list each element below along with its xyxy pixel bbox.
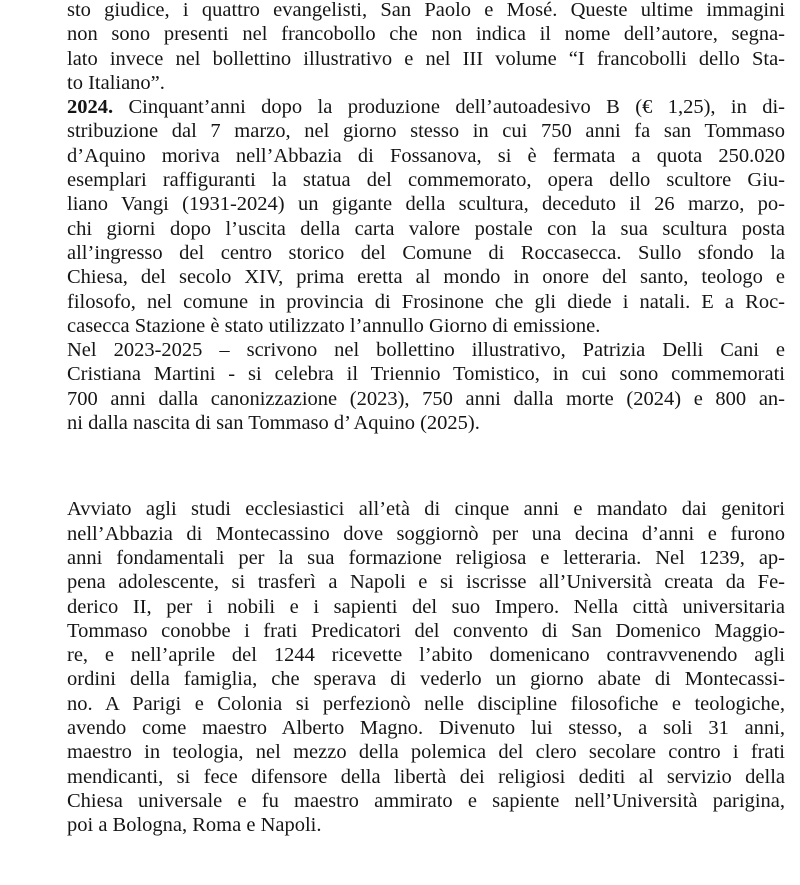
text-line: Chiesa, del secolo XIV, prima eretta al mondo in onore del santo, teologo e [67,266,785,289]
text-line: filosofo, nel comune in provincia di Frosinone che gli diede i natali. E a Roc- [67,290,785,313]
text-line: to Italiano”. [67,71,165,94]
text-line: maestro in teologia, nel mezzo della polemica del clero secolare contro i frati [67,741,785,764]
text-line: anni fondamentali per la sua formazione religiosa e letteraria. Nel 1239, ap- [67,546,785,569]
paragraph-biografia [67,497,785,837]
text-line: Avviato agli studi ecclesiastici all’età di cinque anni e mandato dai genitori [67,498,785,521]
text-line: Chiesa universale e fu maestro ammirato e sapiente nell’Università parigina, [67,789,785,812]
text-line: sto giudice, i quattro evangelisti, San Paolo e Mosé. Queste ultime immagini [67,0,785,21]
text-line: mendicanti, si fece difensore della libertà dei religiosi dediti al servizio della [67,765,785,788]
text-line: non sono presenti nel francobollo che non indica il nome dell’autore, segna- [67,23,785,46]
text-line: ordini della famiglia, che sperava di vederlo un giorno abate di Montecassi- [67,668,785,691]
text-line: avendo come maestro Alberto Magno. Divenuto lui stesso, a soli 31 anni, [67,717,785,740]
text-line: all’ingresso del centro storico del Comune di Roccasecca. Sullo sfondo la [67,241,785,264]
text-line: Nel 2023-2025 – scrivono nel bollettino illustrativo, Patrizia Delli Cani e [67,339,785,362]
text-line: stribuzione dal 7 marzo, nel giorno stesso in cui 750 anni fa san Tommaso [67,120,785,143]
text-line: esemplari raffiguranti la statua del commemorato, opera dello scultore Giu- [67,169,785,192]
text-line: poi a Bologna, Roma e Napoli. [67,814,322,837]
text-line: derico II, per i nobili e i sapienti del suo Impero. Nella città universitaria [67,595,785,618]
paragraph-spacer [67,435,785,497]
text-line: 700 anni dalla canonizzazione (2023), 750 anni dalla morte (2024) e 800 an- [67,387,785,410]
text-line: 2024. Cinquant’anni dopo la produzione dell’autoadesivo B (€ 1,25), in di- [67,96,785,119]
text-line: lato invece nel bollettino illustrativo e nel III volume “I francobolli dello Sta- [67,47,785,70]
text-line: pena adolescente, si trasferì a Napoli e si iscrisse all’Università creata da Fe- [67,571,785,594]
text-line: chi giorni dopo l’uscita della carta valore postale con la sua scultura posta [67,217,785,240]
text-line: d’Aquino moriva nell’Abbazia di Fossanova, si è fermata a quota 250.020 [67,144,785,167]
text-line: re, e nell’aprile del 1244 ricevette l’abito domenicano contravvenendo agli [67,644,785,667]
text-line: liano Vangi (1931-2024) un gigante della scultura, deceduto il 26 marzo, po- [67,193,785,216]
text-line: Cristiana Martini - si celebra il Triennio Tomistico, in cui sono commemorati [67,363,785,386]
paragraph-francobollo [67,0,785,95]
bold-lead: 2024. [67,96,114,119]
text-line: nell’Abbazia di Montecassino dove soggiornò per una decina d’anni e furono [67,522,785,545]
paragraph-2024 [67,95,785,338]
text-line: casecca Stazione è stato utilizzato l’annullo Giorno di emissione. [67,314,601,337]
text-body [67,0,785,838]
text-line: no. A Parigi e Colonia si perfezionò nelle discipline filosofiche e teologiche, [67,692,785,715]
text-line: ni dalla nascita di san Tommaso d’ Aquino (2025). [67,412,480,435]
paragraph-triennio-tomistico [67,338,785,435]
text-line: Tommaso conobbe i frati Predicatori del convento di San Domenico Maggio- [67,619,785,642]
